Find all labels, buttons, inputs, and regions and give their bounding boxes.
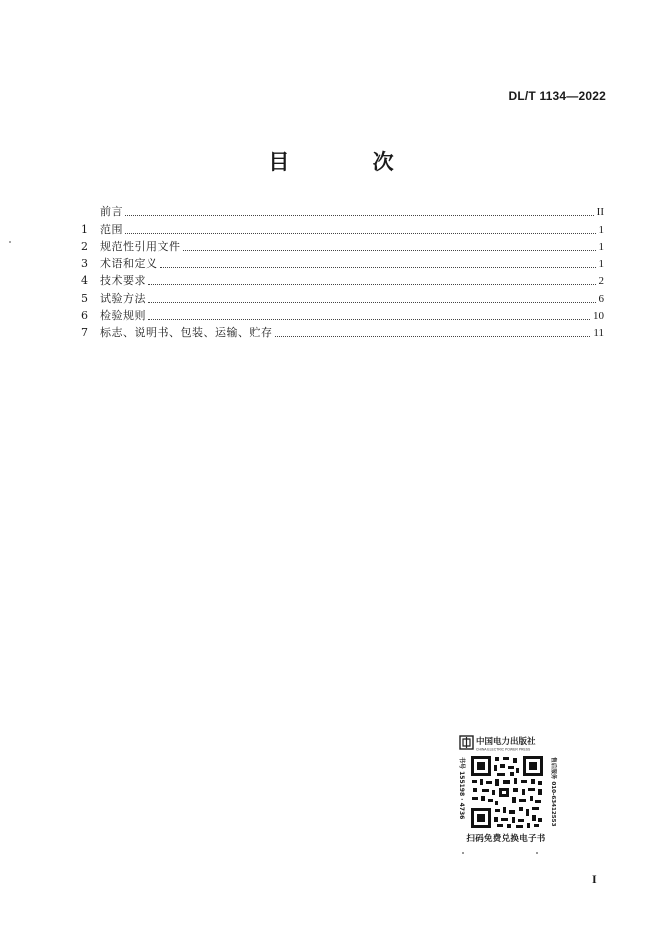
toc-entry-label: 标志、说明书、包装、运输、贮存: [100, 326, 273, 340]
page-number: I: [592, 872, 597, 886]
toc-entry-number: 4: [81, 274, 88, 288]
toc-entry-number: 5: [81, 291, 88, 305]
book-number-label: [450, 756, 464, 828]
toc-entry[interactable]: [81, 306, 604, 323]
toc-entry-label: 规范性引用文件: [100, 239, 181, 253]
toc-entry-page: 1: [598, 240, 604, 253]
toc-entry[interactable]: [81, 323, 604, 340]
toc-leader-dots: [148, 283, 596, 285]
qr-code[interactable]: [470, 755, 544, 829]
toc-entry[interactable]: [81, 288, 604, 305]
toc-leader-dots: [148, 301, 596, 303]
toc-leader-dots: [183, 249, 596, 251]
toc-leader-dots: [125, 214, 594, 216]
qr-caption: 扫码免费兑换电子书: [466, 834, 546, 844]
service-phone-text: 售后服务 010-63412553: [550, 757, 556, 827]
toc-leader-dots: [275, 335, 591, 337]
service-phone-label: [548, 756, 562, 828]
toc-entry-number: 7: [81, 326, 88, 340]
scan-speck: [536, 852, 538, 854]
toc-entry-label: 技术要求: [100, 274, 146, 288]
toc-entry[interactable]: [81, 237, 604, 254]
toc-entry-number: 2: [81, 239, 88, 253]
toc-entry-page: II: [596, 206, 604, 219]
toc-entry-page: 1: [598, 258, 604, 271]
toc-entry-page: 2: [598, 275, 604, 288]
toc-entry-page: 6: [598, 292, 604, 305]
toc-entry-number: 6: [81, 309, 88, 323]
publisher-name: 中国电力出版社: [476, 737, 536, 747]
toc-leader-dots: [125, 232, 596, 234]
publisher-name-en: CHINA ELECTRIC POWER PRESS: [476, 747, 531, 752]
document-code: DL/T 1134—2022: [508, 89, 606, 103]
toc-entry[interactable]: [81, 254, 604, 271]
toc-entry-page: 1: [598, 223, 604, 236]
toc-entry-number: 3: [81, 257, 88, 271]
scan-speck: [462, 852, 464, 854]
toc-entry-label: 检验规则: [100, 309, 146, 323]
toc-entry[interactable]: [81, 202, 604, 219]
toc-entry-page: 11: [593, 327, 604, 340]
toc-leader-dots: [160, 266, 596, 268]
table-of-contents: [81, 202, 604, 340]
toc-entry[interactable]: [81, 219, 604, 236]
toc-entry-label: 术语和定义: [100, 257, 158, 271]
toc-entry[interactable]: [81, 271, 604, 288]
toc-entry-page: 10: [593, 310, 604, 323]
toc-entry-label: 前言: [100, 205, 123, 219]
publisher-qr-card: [456, 734, 556, 858]
toc-entry-label: 范围: [100, 222, 123, 236]
publisher-logo: [459, 734, 553, 752]
book-number-text: 书号 155198 · 4736: [458, 757, 465, 820]
scan-margin-mark: [9, 241, 11, 243]
toc-title: 目 次: [268, 150, 432, 174]
toc-entry-number: 1: [81, 222, 88, 236]
toc-leader-dots: [148, 318, 590, 320]
toc-entry-label: 试验方法: [100, 291, 146, 305]
